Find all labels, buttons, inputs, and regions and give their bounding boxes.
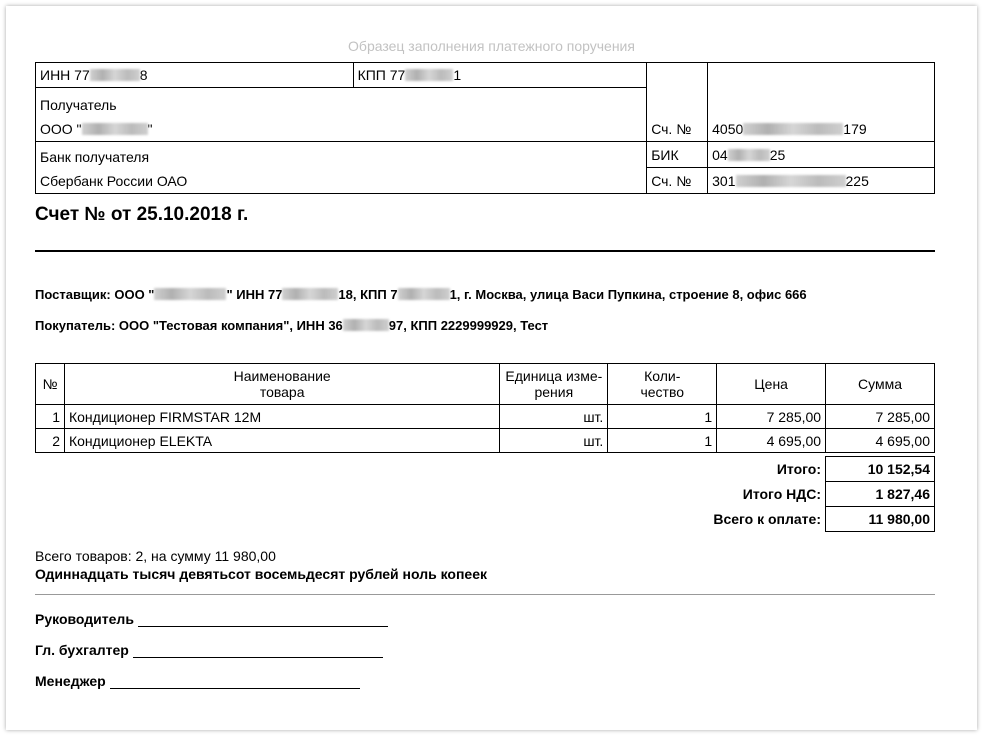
signature-line — [133, 643, 383, 658]
bik-value: 04 25 — [708, 142, 935, 168]
row-sum: 7 285,00 — [826, 405, 935, 429]
accountant-signature: Гл. бухгалтер — [35, 642, 383, 658]
redacted — [743, 123, 843, 135]
redacted — [82, 123, 148, 135]
row-sum: 4 695,00 — [826, 429, 935, 453]
vat-label: Итого НДС: — [742, 486, 821, 502]
row-num: 2 — [36, 429, 65, 453]
bank-label: Банк получателя — [40, 149, 150, 165]
recipient-label: Получатель — [40, 97, 117, 113]
director-signature: Руководитель — [35, 611, 388, 627]
invoice-title: Счет № от 25.10.2018 г. — [35, 204, 249, 225]
recipient-name: ООО " " — [40, 121, 153, 137]
bank-name: Сбербанк России ОАО — [40, 173, 188, 189]
redacted — [154, 288, 226, 300]
col-name-header: Наименование товара — [64, 364, 499, 405]
col-sum-header: Сумма — [826, 364, 935, 405]
col-unit-header: Единица изме- рения — [500, 364, 608, 405]
invoice-sheet — [6, 6, 977, 730]
redacted — [736, 175, 846, 187]
col-num-header: № — [36, 364, 65, 405]
kpp-cell: КПП 77 1 — [353, 63, 647, 88]
redacted — [405, 69, 453, 81]
totals-table — [35, 456, 935, 532]
row-unit: шт. — [500, 405, 608, 429]
items-header-row — [36, 364, 935, 405]
corr-account-value: 301 225 — [708, 168, 935, 194]
total-label: Итого: — [776, 461, 821, 477]
total-value: 10 152,54 — [826, 457, 935, 482]
supplier-line: Поставщик: ООО " " ИНН 77 18, КПП 7 1, г. Москва, улица Васи Пупкина, строение 8, офис 666 — [35, 287, 807, 302]
table-row — [36, 429, 935, 453]
row-qty: 1 — [608, 429, 717, 453]
col-price-header: Цена — [717, 364, 826, 405]
summary — [35, 547, 487, 583]
inn-cell: ИНН 77 8 — [36, 63, 354, 88]
bik-label: БИК — [647, 142, 708, 168]
redacted — [282, 288, 338, 300]
sample-title: Образец заполнения платежного поручения — [348, 38, 635, 54]
row-num: 1 — [36, 405, 65, 429]
account-number: 4050 179 — [708, 63, 935, 142]
account-label: Сч. № — [647, 63, 708, 142]
col-qty-header: Коли- чество — [608, 364, 717, 405]
pay-value: 11 980,00 — [826, 507, 935, 532]
pay-label: Всего к оплате: — [713, 511, 821, 527]
items-count-line: Всего товаров: 2, на сумму 11 980,00 — [35, 548, 276, 564]
row-name: Кондиционер ELEKTA — [64, 429, 499, 453]
vat-value: 1 827,46 — [826, 482, 935, 507]
row-unit: шт. — [500, 429, 608, 453]
redacted — [728, 149, 770, 161]
row-price: 4 695,00 — [717, 429, 826, 453]
corr-account-label: Сч. № — [647, 168, 708, 194]
table-row — [36, 405, 935, 429]
bank-cell — [36, 142, 647, 194]
title-divider — [35, 250, 935, 252]
redacted — [90, 69, 140, 81]
manager-signature: Менеджер — [35, 673, 360, 689]
amount-in-words: Одиннадцать тысяч девятьсот восемьдесят рублей ноль копеек — [35, 566, 488, 582]
buyer-line: Покупатель: ООО "Тестовая компания", ИНН 36 97, КПП 2229999929, Тест — [35, 318, 549, 333]
row-price: 7 285,00 — [717, 405, 826, 429]
bank-details-table — [35, 62, 935, 194]
redacted — [398, 288, 450, 300]
row-qty: 1 — [608, 405, 717, 429]
items-table — [35, 363, 935, 453]
recipient-cell — [36, 88, 647, 142]
row-name: Кондиционер FIRMSTAR 12M — [64, 405, 499, 429]
signature-line — [138, 612, 388, 627]
summary-divider — [35, 594, 935, 595]
signature-line — [110, 674, 360, 689]
redacted — [343, 319, 389, 331]
